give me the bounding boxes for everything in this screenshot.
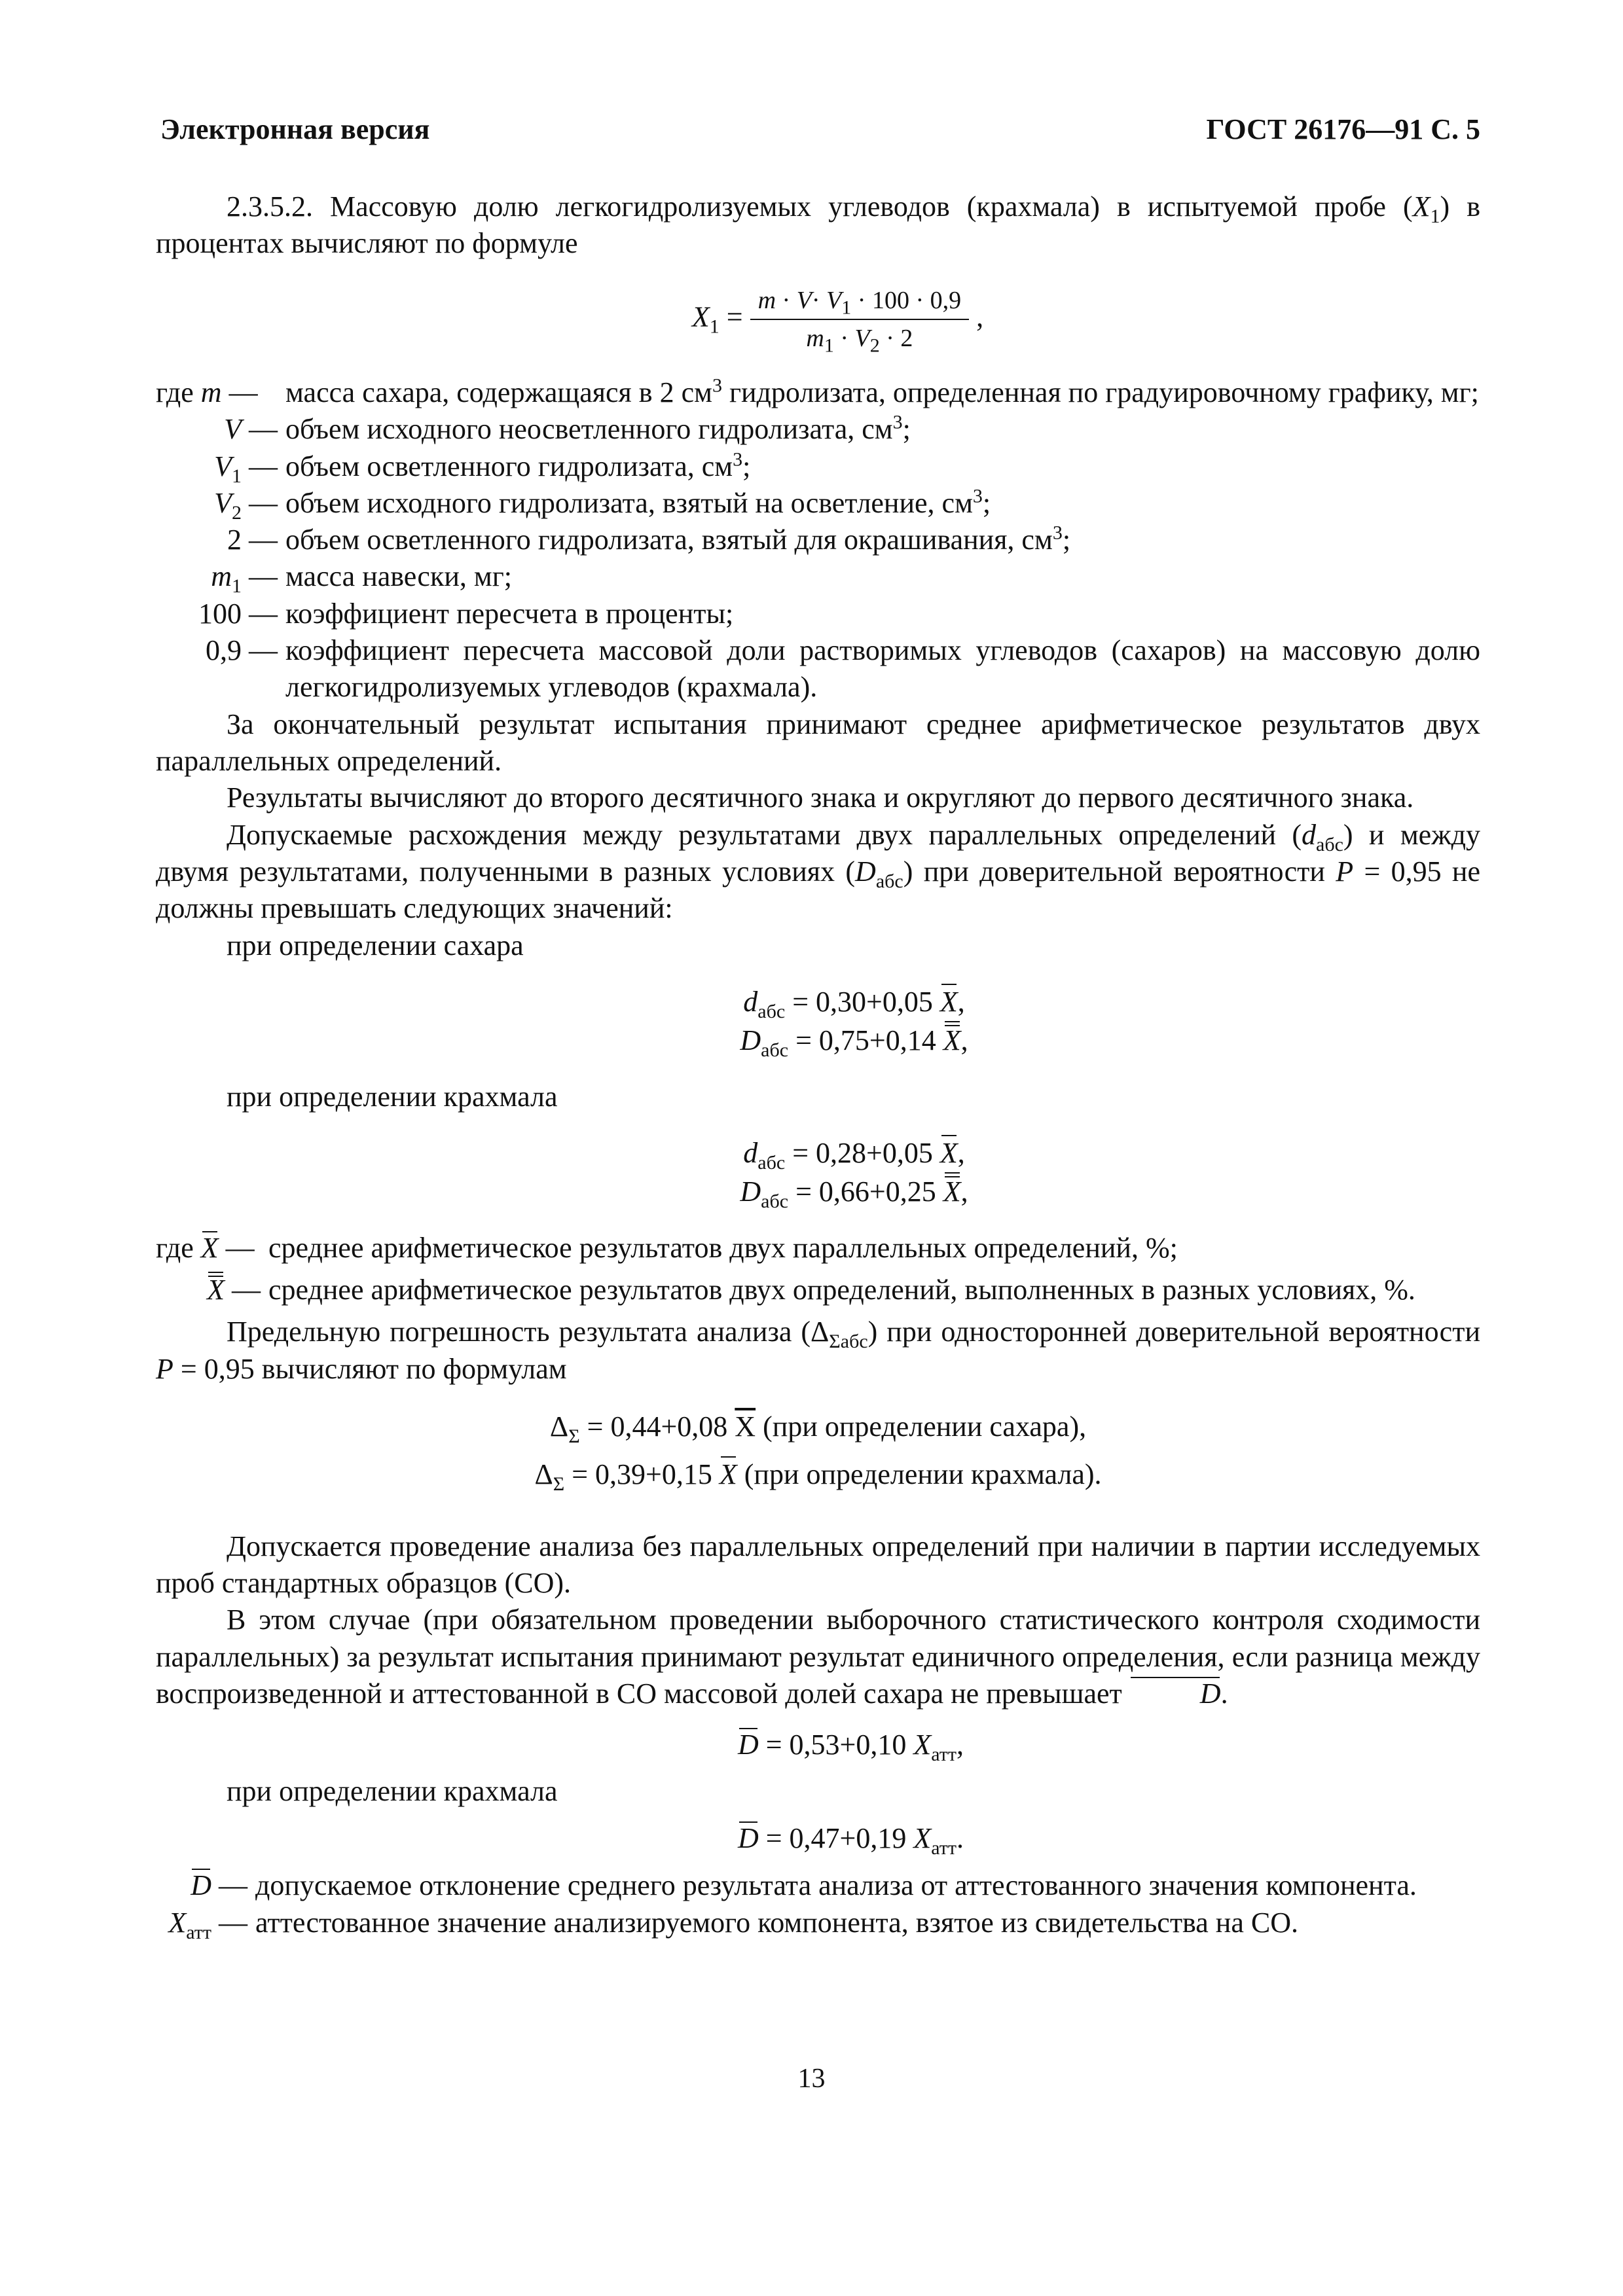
definition-item: где X — среднее арифметическое результатов двух параллельных определений, %; [156,1230,1480,1266]
formulas-error [156,1407,1480,1494]
formula-error-sugar: $\Delta_\Sigma = 0,44+0,08$ $\overline{X}$ (при определении сахара), [549,1410,1087,1447]
label-starch-co: при определении крахмала [227,1774,558,1807]
formulas-starch [156,1134,1480,1211]
definition-item: $V_2$ — объем исходного гидролизата, взятый на осветление, $см^3$; [214,485,991,524]
formula-d-sugar: $d_{абс} = 0,30+0,05$ X, [156,982,1480,1021]
definitions-means [156,1230,1480,1309]
formula-x1: $X_1$ = $\frac{m \cdot V\cdot V_1 \cdot 100 \cdot 0,9}{m_1 \cdot V_2 \cdot 2}$ , [156,285,1480,355]
definition-item: где m — масса сахара, содержащаяся в 2 $см^3$ гидролизата, определенная по градуировочному графику, мг; [156,374,1479,408]
formula-D-sugar-co: D = 0,53+0,10 $X_{атт}$, [156,1727,1480,1763]
header-left: Электронная версия [160,113,430,145]
definition-item: $X_{атт}$ — аттестованное значение анализируемого компонента, взятое из свидетельства на СО. [168,1906,1298,1943]
paragraph-single-determination: В этом случае (при обязательном проведении выборочного статистического контроля сходимости параллельных) за результат испытания принимают результат единичного определения, если разница между воспроизведенной и аттестованной в СО массовой долей сахара не превышает D. [156,1602,1480,1712]
definition-item: 0,9 — коэффициент пересчета массовой доли растворимых углеводов (сахаров) на массовую долю легкогидролизуемых углеводов (крахмала). [206,634,1480,704]
definition-item: 100 — коэффициент пересчета в проценты; [198,597,734,630]
definition-item: V — объем исходного неосветленного гидролизата, $см^3$; [224,411,911,446]
formula-error-starch: $\Delta_\Sigma = 0,39+0,15$ X (при определении крахмала). [156,1455,1480,1494]
formula-D-starch: $D_{абс} = 0,66+0,25$ X, [156,1172,1480,1211]
definition-item: D — допускаемое отклонение среднего результата анализа от аттестованного значения компонента. [156,1867,1480,1904]
header-right: ГОСТ 26176—91 С. 5 [1206,113,1480,145]
formula-D-starch-co: D = 0,47+0,19 $X_{атт}$. [156,1820,1480,1857]
label-sugar: при определении сахара [227,929,524,961]
definition-item: $m_1$ — масса навески, мг; [211,560,512,598]
definition-item: X — среднее арифметическое результатов двух определений, выполненных в разных условиях, %. [156,1272,1480,1308]
definitions-co [156,1867,1480,1941]
paragraph-final-result: За окончательный результат испытания принимают среднее арифметическое результатов двух параллельных определений. [156,708,1480,777]
document-body [156,188,1480,1941]
definition-item: 2 — объем осветленного гидролизата, взятый для окрашивания, $см^3$; [227,522,1071,556]
page-number: 13 [797,2064,826,2094]
formulas-sugar [156,982,1480,1060]
paragraph-tolerances: Допускаемые расхождения между результатами двух параллельных определений $(d_{абс})$ и между двумя результатами, полученными в разных условиях $(D_{абс})$ при доверительной вероятности P = 0,95 не должны превышать следующих значений: [156,818,1481,925]
definitions-formula-x1 [156,374,1480,706]
paragraph-rounding: Результаты вычисляют до второго десятичного знака и округляют до первого десятичного знака. [227,781,1414,814]
label-starch: при определении крахмала [227,1080,558,1113]
paragraph-reference-samples: Допускается проведение анализа без параллельных определений при наличии в партии исследуемых проб стандартных образцов (СО). [156,1530,1480,1600]
formula-d-starch: $d_{абс} = 0,28+0,05$ X, [156,1134,1480,1172]
paragraph-2-3-5-2: 2.3.5.2. Массовую долю легкогидролизуемых углеводов (крахмала) в испытуемой пробе $(X_1)$ в процентах вычисляют по формуле [156,190,1480,260]
definition-item: $V_1$ — объем осветленного гидролизата, $см^3$; [214,448,751,487]
paragraph-error-limit: Предельную погрешность результата анализа $(\Delta_{\Sigma абс})$ при односторонней доверительной вероятности P = 0,95 вычисляют по формулам [156,1316,1480,1385]
formula-D-sugar: $D_{абс} = 0,75+0,14$ X, [156,1021,1480,1060]
